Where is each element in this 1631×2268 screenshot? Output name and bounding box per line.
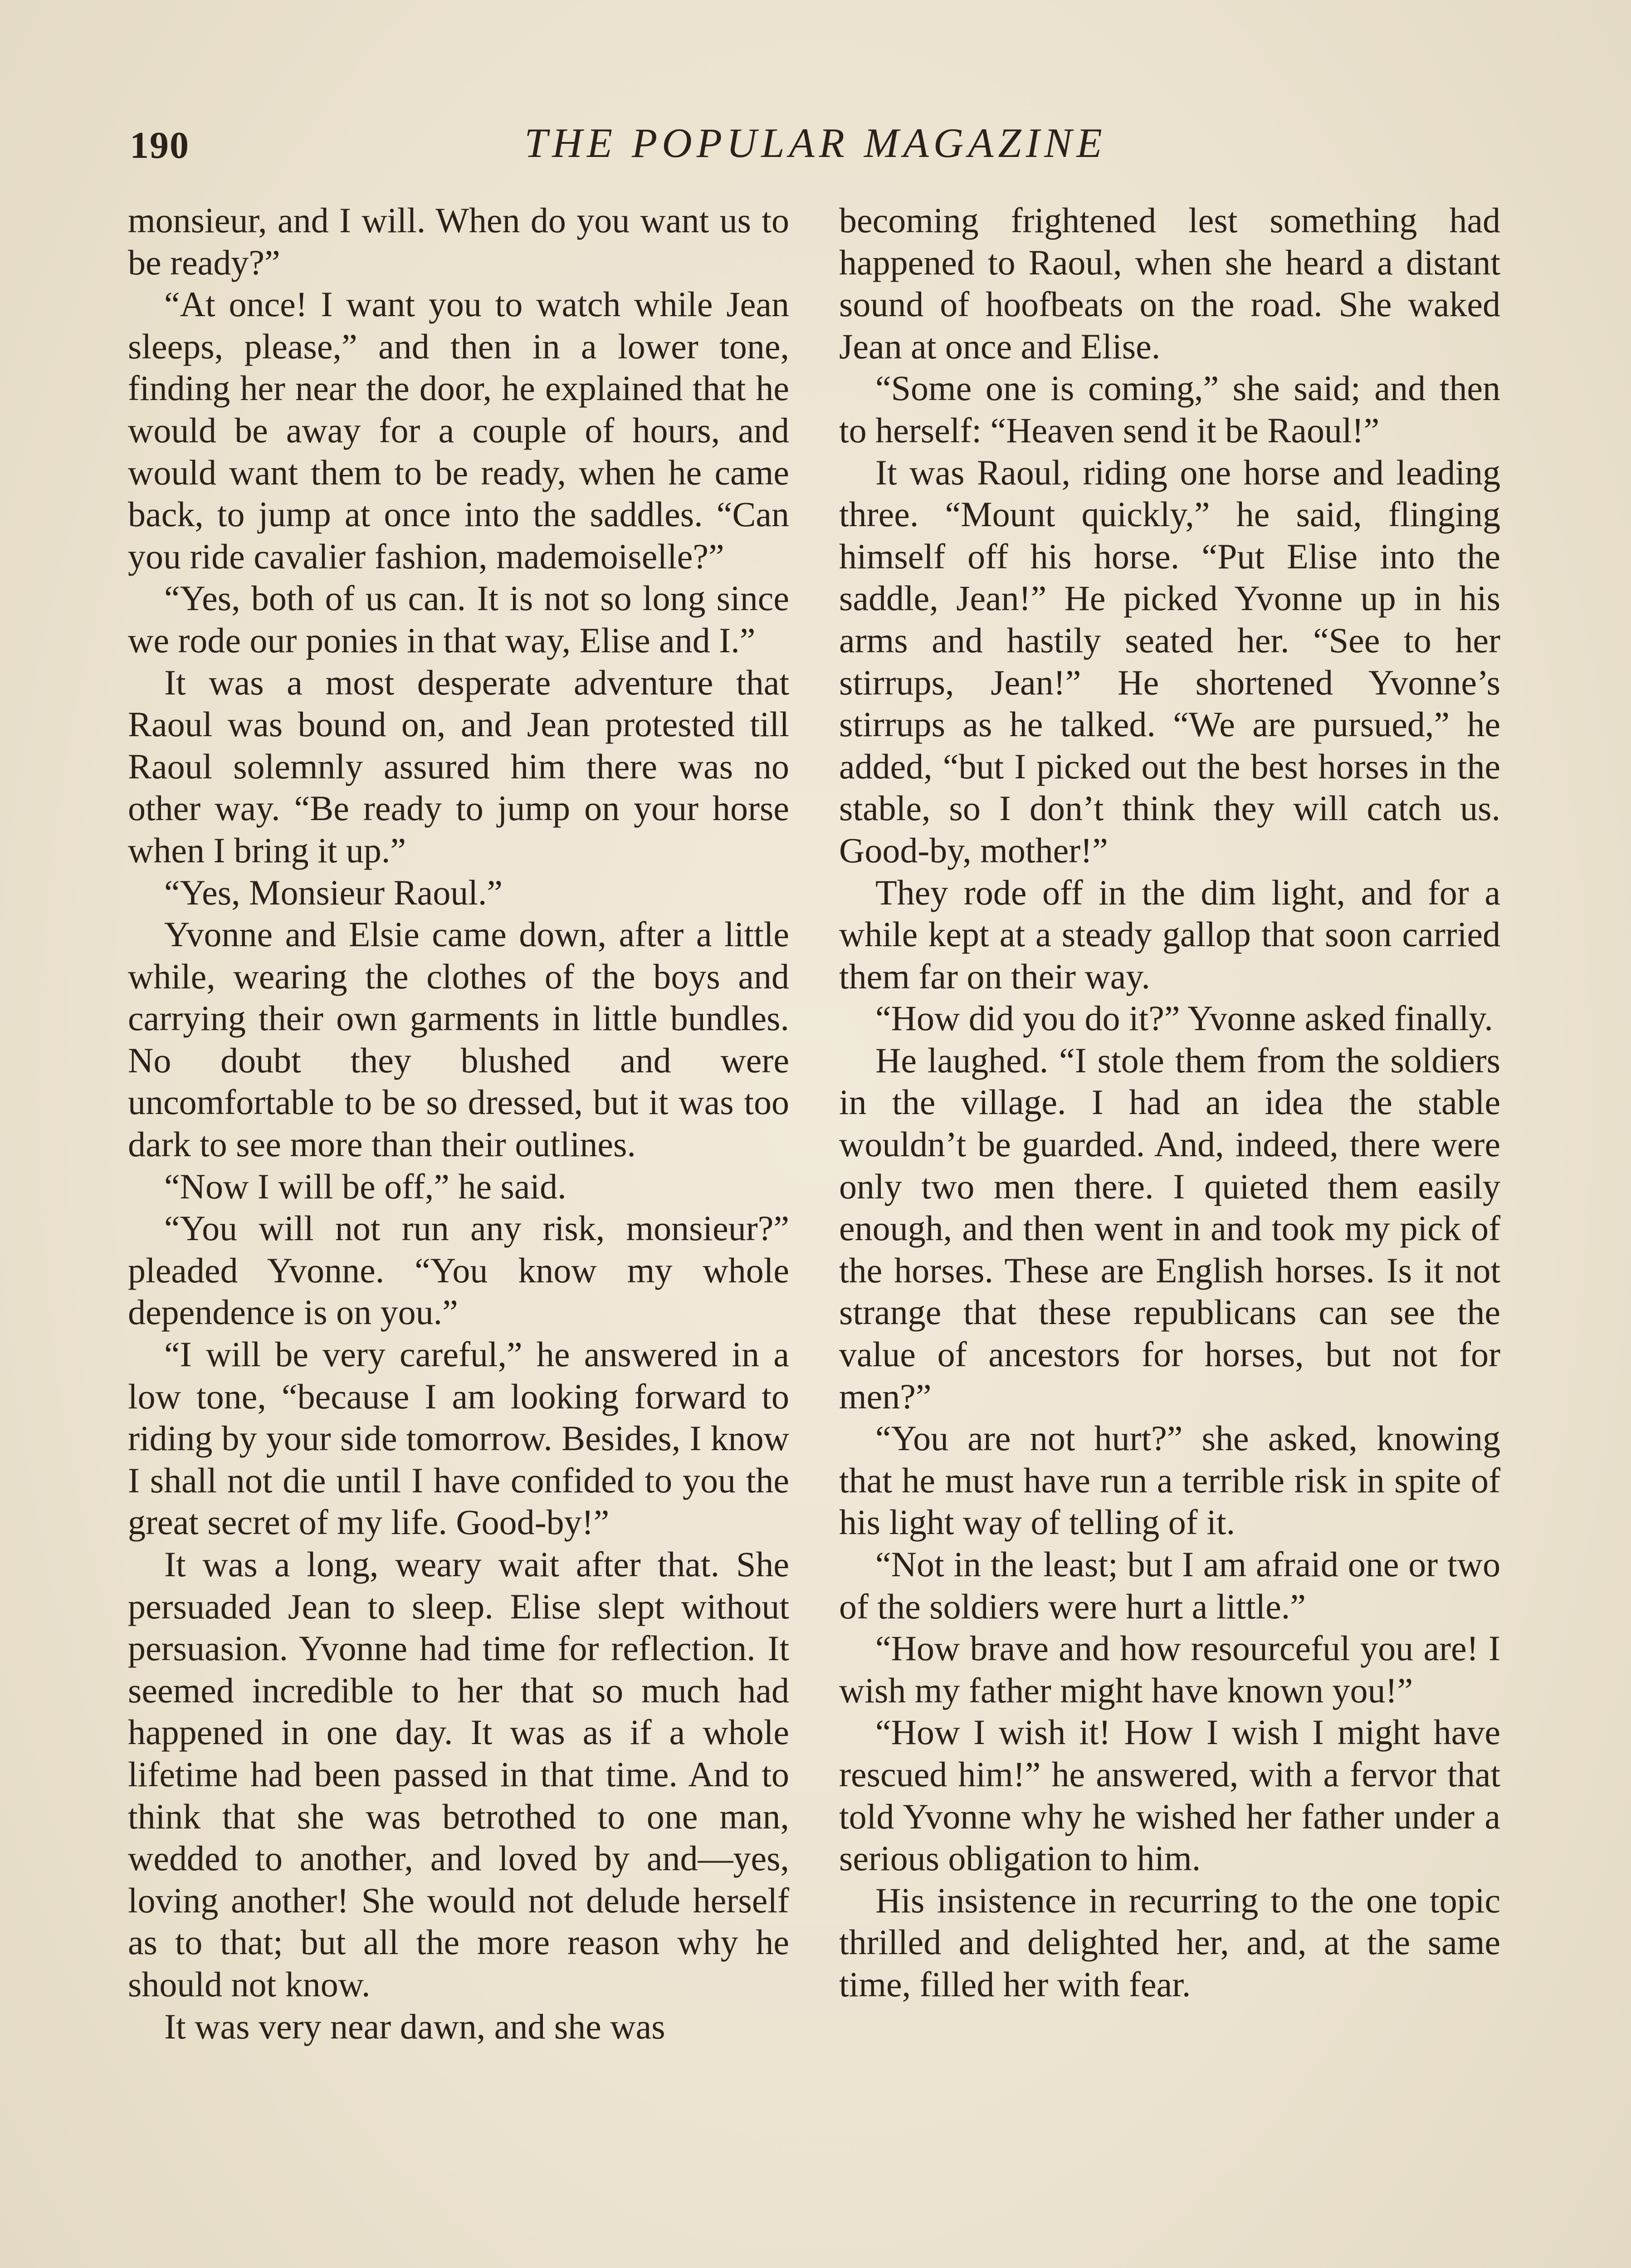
paragraph: “Not in the least; but I am afraid one or two of the soldiers were hurt a little.” (839, 1545, 1500, 1626)
paragraph: It was Raoul, riding one horse and leading three. “Mount quickly,” he said, flinging himself off his horse. “Put Elise into the saddle, Jean!” He picked Yvonne up in his arms and hastily seated her. “See to her stirrups, Jean!” He shortened Yvonne’s stirrups as he talked. “We are pursued,” he added, “but I picked out the best horses in the stable, so I don’t think they will catch us. Good-by, mother!” (839, 452, 1500, 870)
paragraph: “How did you do it?” Yvonne asked finally. (875, 998, 1493, 1038)
page-number: 190 (130, 124, 190, 166)
paragraph: “Some one is coming,” she said; and then to herself: “Heaven send it be Raoul!” (839, 368, 1500, 450)
paragraph: “I will be very careful,” he answered in a low tone, “because I am looking forward to riding by your side tomorrow. Besides, I know I shall not die until I have confided to you the great secret of my life. Good-by!” (128, 1334, 789, 1542)
paragraph: Yvonne and Elsie came down, after a little while, wearing the clothes of the boys and carrying their own garments in little bundles. No doubt they blushed and were uncomfortable to be so dressed, but it was too dark to see more than their outlines. (128, 914, 789, 1164)
right-column (839, 200, 1500, 2268)
paragraph: “You are not hurt?” she asked, knowing that he must have run a terrible risk in spite of his light way of telling of it. (839, 1418, 1500, 1542)
paragraph: It was a most desperate adventure that Raoul was bound on, and Jean protested till Raoul solemnly assured him there was no other way. “Be ready to jump on your horse when I bring it up.” (128, 662, 789, 870)
paragraph: monsieur, and I will. When do you want us to be ready?” (128, 200, 789, 282)
paragraph: “At once! I want you to watch while Jean sleeps, please,” and then in a lower tone, finding her near the door, he explained that he would be away for a couple of hours, and would want them to be ready, when he came back, to jump at once into the saddles. “Can you ride cavalier fashion, mademoiselle?” (128, 284, 789, 576)
paragraph: becoming frightened lest something had happened to Raoul, when she heard a distant sound of hoofbeats on the road. She waked Jean at once and Elise. (839, 200, 1500, 366)
paragraph: He laughed. “I stole them from the soldiers in the village. I had an idea the stable wouldn’t be guarded. And, indeed, there were only two men there. I quieted them easily enough, and then went in and took my pick of the horses. These are English horses. Is it not strange that these republicans can see the value of ancestors for horses, but not for men?” (839, 1040, 1500, 1416)
paragraph: His insistence in recurring to the one topic thrilled and delighted her, and, at the same time, filled her with fear. (839, 1880, 1500, 2004)
paragraph: “You will not run any risk, monsieur?” pleaded Yvonne. “You know my whole dependence is on you.” (128, 1208, 789, 1332)
running-head: THE POPULAR MAGAZINE (524, 120, 1107, 166)
paragraph: “Yes, Monsieur Raoul.” (164, 872, 503, 912)
paragraph: “How I wish it! How I wish I might have rescued him!” he answered, with a fervor that told Yvonne why he wished her father under a serious obligation to him. (839, 1712, 1500, 1878)
paragraph: “Yes, both of us can. It is not so long since we rode our ponies in that way, Elise and I.” (128, 578, 789, 660)
paragraph: “How brave and how resourceful you are! I wish my father might have known you!” (839, 1628, 1500, 1710)
paragraph: “Now I will be off,” he said. (164, 1166, 566, 1206)
left-column (128, 200, 789, 2268)
paragraph: It was a long, weary wait after that. She persuaded Jean to sleep. Elise slept without persuasion. Yvonne had time for reflection. It seemed incredible to her that so much had happened in one day. It was as if a whole lifetime had been passed in that time. And to think that she was betrothed to one man, wedded to another, and loved by and—yes, loving another! She would not delude herself as to that; but all the more reason why he should not know. (128, 1545, 789, 2004)
page-header (130, 119, 1501, 178)
paragraph: They rode off in the dim light, and for a while kept at a steady gallop that soon carried them far on their way. (839, 872, 1500, 996)
paragraph: It was very near dawn, and she was (164, 2006, 665, 2046)
